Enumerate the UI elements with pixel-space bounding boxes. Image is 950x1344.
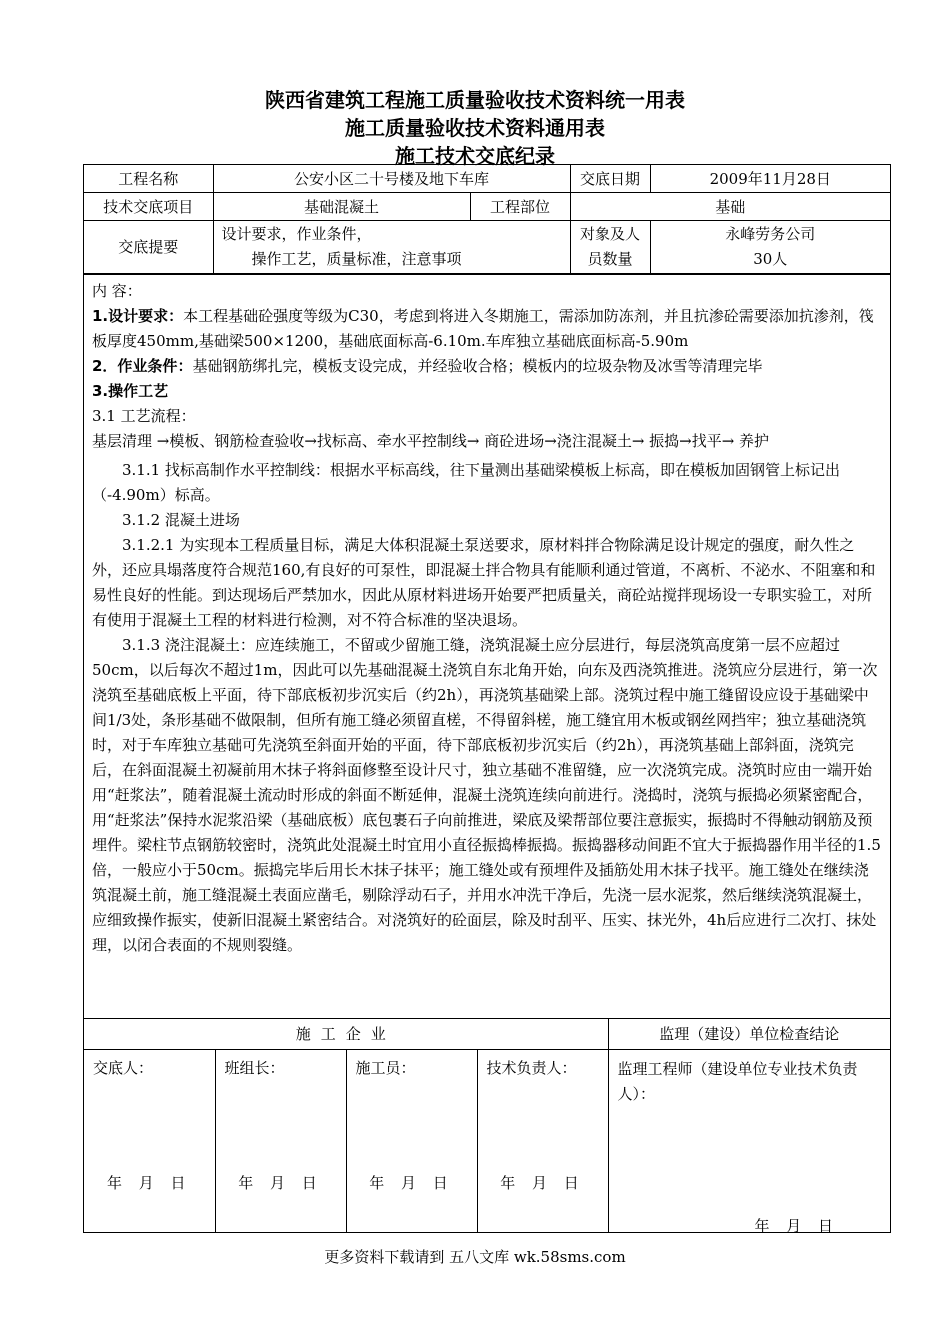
date-label: 交底日期 (570, 165, 650, 193)
team-leader-date: 年 月 日 (238, 1174, 323, 1192)
content-heading: 内 容： (92, 282, 142, 300)
summary-line-1: 设计要求，作业条件， (221, 225, 372, 243)
project-name-value: 公安小区二十号楼及地下车库 (213, 165, 570, 193)
section-2-title: 2．作业条件： (92, 357, 193, 375)
title-line-2: 施工质量验收技术资料通用表 (345, 116, 605, 140)
disclosure-form (83, 164, 891, 1233)
audience-label (570, 221, 650, 274)
footer-note: 更多资料下载请到 五八文库 wk.58sms.com (324, 1248, 626, 1266)
audience-label-line-2: 员数量 (587, 250, 633, 268)
summary-line-2: 操作工艺，质量标准，注意事项 (251, 250, 462, 268)
supervisor-label: 监理工程师（建设单位专业技术负责人）： (617, 1060, 858, 1103)
audience-value (650, 221, 890, 274)
paragraph-3-1-2-1: 3.1.2.1 为实现本工程质量目标，满足大体积混凝土泵送要求，原材料拌合物除满足设计规定的强度，耐久性之外，还应具塌落度符合规范160,有良好的可泵性，即混凝土拌合物具有能顺利通过管道，不离析、不泌水、不阻塞和和易性良好的性能。到达现场后严禁加水，因此从原材料进场开始要严把质量关，商砼站搅拌现场设一专职实验工，对所有使用于混凝土工程的材料进行检测，对不符合标准的坚决退场。 (92, 536, 876, 629)
team-leader-label: 班组长： (224, 1059, 285, 1077)
discloser-label: 交底人： (93, 1059, 154, 1077)
item-value: 基础混凝土 (213, 193, 470, 221)
section-3-1: 3.1 工艺流程： (92, 407, 196, 425)
tech-leader-date: 年 月 日 (500, 1174, 585, 1192)
summary-value (213, 221, 570, 274)
section-2-text: 基础钢筋绑扎完，模板支设完成，并经验收合格；模板内的垃圾杂物及冰雪等清理完毕 (192, 357, 763, 375)
audience-count: 30人 (753, 250, 788, 268)
audience-label-line-1: 对象及人 (580, 225, 641, 243)
date-value: 2009年11月28日 (650, 165, 890, 193)
title-line-1: 陕西省建筑工程施工质量验收技术资料统一用表 (265, 88, 685, 112)
section-2 (92, 354, 882, 379)
discloser-date: 年 月 日 (106, 1174, 192, 1192)
paragraph-3-1-2: 3.1.2 混凝土进场 (122, 511, 240, 529)
tech-leader-label: 技术负责人： (486, 1059, 577, 1077)
section-1 (92, 304, 882, 354)
team-leader-cell (215, 1050, 346, 1233)
constructor-cell (346, 1050, 477, 1233)
constructor-label: 施工员： (355, 1059, 416, 1077)
content-body (84, 274, 890, 1018)
discloser-cell (84, 1050, 215, 1233)
part-value: 基础 (570, 193, 890, 221)
company-header: 施工企业 (84, 1019, 608, 1050)
audience-company: 永峰劳务公司 (725, 225, 816, 243)
supervisor-date: 年 月 日 (754, 1217, 840, 1235)
supervisor-cell (608, 1050, 890, 1233)
section-1-text: 本工程基础砼强度等级为C30，考虑到将进入冬期施工，需添加防冻剂，并且抗渗砼需要添加抗渗剂，筏板厚度450mm,基础梁500×1200，基础底面标高-6.10m.车库独立基础底面标高-5.90m (92, 307, 874, 350)
item-label: 技术交底项目 (84, 193, 213, 221)
process-flow: 基层清理 →模板、钢筋检查验收→找标高、牵水平控制线→ 商砼进场→浇注混凝土→ 振捣→找平→ 养护 (92, 432, 770, 450)
part-label: 工程部位 (470, 193, 570, 221)
tech-leader-cell (477, 1050, 608, 1233)
project-name-label: 工程名称 (84, 165, 213, 193)
section-3-title: 3.操作工艺 (92, 382, 169, 400)
constructor-date: 年 月 日 (369, 1174, 454, 1192)
section-1-title: 1.设计要求： (92, 307, 184, 325)
paragraph-3-1-1: 3.1.1 找标高制作水平控制线：根据水平标高线，往下量测出基础梁模板上标高，即在模板加固钢管上标记出（-4.90m）标高。 (92, 461, 840, 504)
paragraph-3-1-3: 3.1.3 浇注混凝土：应连续施工，不留或少留施工缝，浇筑混凝土应分层进行，每层浇筑高度第一层不应超过50cm，以后每次不超过1m，因此可以先基础混凝土浇筑自东北角开始，向东及西浇筑推进。浇筑应分层进行，第一次浇筑至基础底板上平面，待下部底板初步沉实后（约2h），再浇筑基础梁上部。浇筑过程中施工缝留设应设于基础梁中间1/3处，条形基础不做限制，但所有施工缝必须留直槎，不得留斜槎，施工缝宜用木板或钢丝网挡牢；独立基础浇筑时，对于车库独立基础可先浇筑至斜面开始的平面，待下部底板初步沉实后（约2h），再浇筑基础上部斜面，浇筑完后，在斜面混凝土初凝前用木抹子将斜面修整至设计尺寸，独立基础不准留缝，应一次浇筑完成。浇筑时应由一端开始用“赶浆法”，随着混凝土流动时形成的斜面不断延伸，混凝土浇筑连续向前进行。浇捣时，浇筑与振捣必须紧密配合，用“赶浆法”保持水泥浆沿梁（基础底板）底包裹石子向前推进，梁底及梁帮部位要注意振实，振捣时不得触动钢筋及预埋件。梁柱节点钢筋较密时，浇筑此处混凝土时宜用小直径振捣棒振捣。振捣器移动间距不宜大于振捣器作用半径的1.5倍，一般应小于50cm。振捣完毕后用长木抹子抹平；施工缝处或有预埋件及插筋处用木抹子找平。施工缝处在继续浇筑混凝土前，施工缝混凝土表面应凿毛，剔除浮动石子，并用水冲洗干净后，先浇一层水泥浆，然后继续浇筑混凝土，应细致操作振实，使新旧混凝土紧密结合。对浇筑好的砼面层，除及时刮平、压实、抹光外，4h后应进行二次打、抹处理，以闭合表面的不规则裂缝。 (92, 636, 881, 954)
title-line-3: 施工技术交底纪录 (395, 144, 555, 168)
signature-table (84, 1018, 890, 1235)
supervision-header: 监理（建设）单位检查结论 (608, 1019, 890, 1050)
document-titles (0, 86, 950, 170)
header-table (84, 165, 890, 274)
summary-label: 交底提要 (84, 221, 213, 274)
